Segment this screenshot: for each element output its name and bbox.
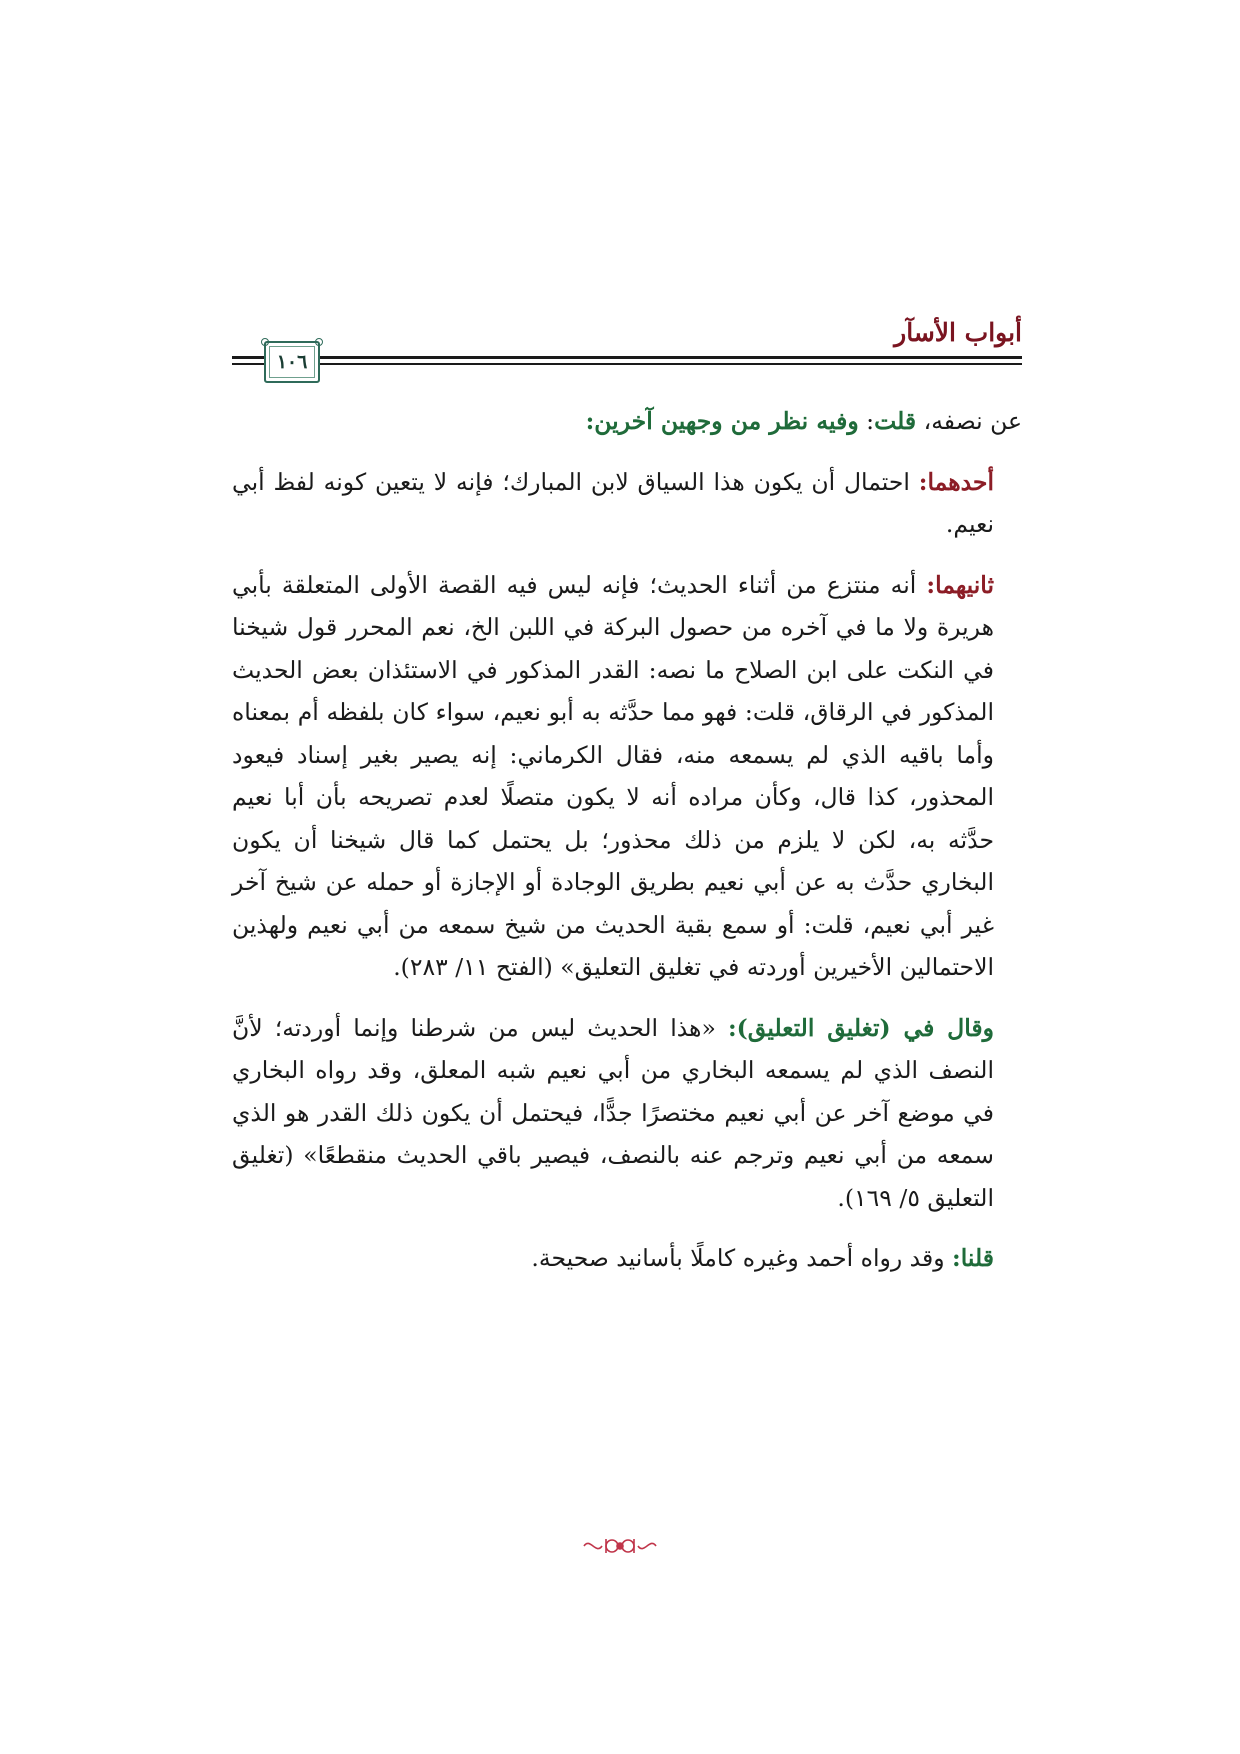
p1-prefix: عن نصفه، bbox=[916, 407, 1022, 435]
p2-text: احتمال أن يكون هذا السياق لابن المبارك؛ فإنه لا يتعين كونه لفظ أبي نعيم. bbox=[232, 467, 994, 538]
paragraph-4 bbox=[232, 1007, 1022, 1220]
p4-lead: وقال في (تغليق التعليق): bbox=[727, 1013, 994, 1042]
page-number: ١٠٦ bbox=[276, 351, 308, 373]
p4-text: «هذا الحديث ليس من شرطنا وإنما أوردته؛ لأنَّ النصف الذي لم يسمعه البخاري من أبي نعيم شبه المعلق، وقد رواه البخاري في موضع آخر عن أبي نعيم مختصرًا جدًّا، فيحتمل أن يكون ذلك القدر هو الذي سمعه من أبي نعيم وترجم عنه بالنصف، فيصير باقي الحديث منقطعًا» (تغليق التعليق ٥/ ١٦٩). bbox=[232, 1013, 994, 1212]
paragraph-5 bbox=[232, 1237, 1022, 1280]
paragraph-2 bbox=[232, 461, 1022, 546]
p1-colon: : bbox=[858, 407, 875, 435]
page-number-badge bbox=[264, 341, 320, 383]
paragraph-1 bbox=[232, 400, 1022, 443]
paragraph-3 bbox=[232, 564, 1022, 989]
p1-highlight: وفيه نظر من وجهين آخرين: bbox=[585, 407, 859, 435]
book-title: أبواب الأسآر bbox=[894, 318, 1022, 347]
p3-text: أنه منتزع من أثناء الحديث؛ فإنه ليس فيه القصة الأولى المتعلقة بأبي هريرة ولا ما في آخره من حصول البركة في اللبن الخ، نعم المحرر قول شيخنا في النكت على ابن الصلاح ما نصه: القدر المذكور في الاستئذان بعض الحديث المذكور في الرقاق، قلت: فهو مما حدَّثه به أبو نعيم، سواء كان بلفظه أم بمعناه وأما باقيه الذي لم يسمعه منه، فقال الكرماني: إنه يصير بغير إسناد فيعود المحذور، كذا قال، وكأن مراده أنه لا يكون متصلًا لعدم تصريحه بأن أبا نعيم حدَّثه به، لكن لا يلزم من ذلك محذور؛ بل يحتمل كما قال شيخنا أن يكون البخاري حدَّث به عن أبي نعيم بطريق الوجادة أو الإجازة أو حمله عن شيخ آخر غير أبي نعيم، قلت: أو سمع بقية الحديث من شيخ سمعه من أبي نعيم ولهذين الاحتمالين الأخيرين أوردته في تغليق التعليق» (الفتح ١١/ ٢٨٣). bbox=[232, 570, 994, 981]
header-rule-thick bbox=[232, 356, 1022, 359]
p2-lead: أحدهما: bbox=[918, 467, 994, 496]
p5-lead: قلنا: bbox=[952, 1244, 994, 1272]
header-rule-thin bbox=[232, 363, 1022, 365]
p1-qult: قلت bbox=[874, 407, 917, 435]
p5-text: وقد رواه أحمد وغيره كاملًا بأسانيد صحيحة. bbox=[531, 1244, 953, 1272]
end-ornament-icon bbox=[580, 1533, 660, 1559]
page-header bbox=[232, 300, 1022, 390]
p3-lead: ثانيهما: bbox=[926, 570, 994, 599]
page-body bbox=[232, 400, 1022, 1298]
